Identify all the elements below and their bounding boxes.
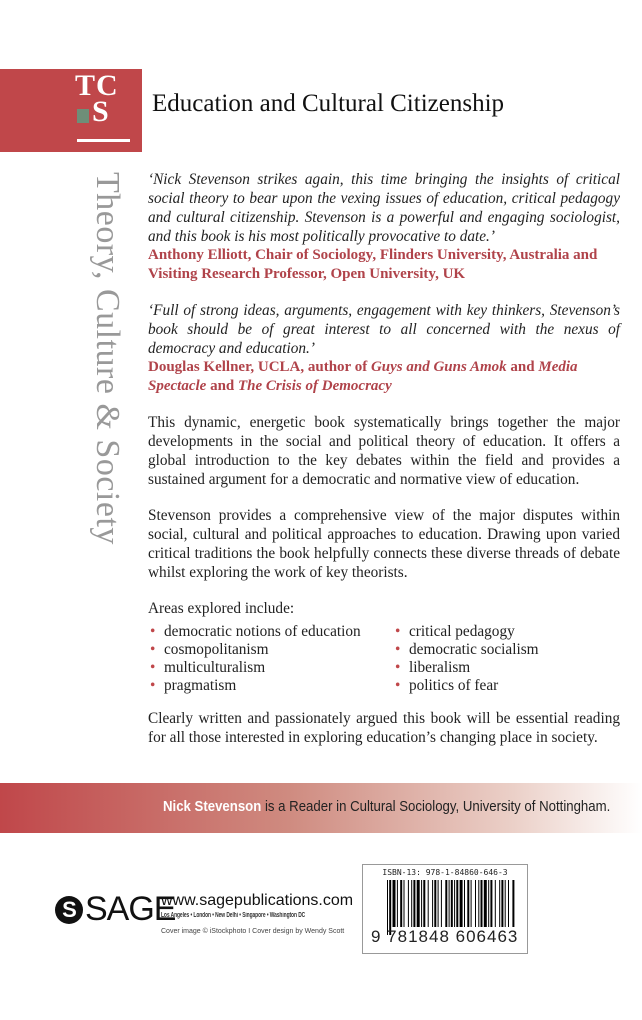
publisher-cities: Los Angeles • London • New Delhi • Singapore • Washington DC (161, 912, 306, 919)
list-item: • multiculturalism (148, 658, 393, 676)
tcs-logo (0, 69, 142, 152)
publisher-url: www.sagepublications.com (161, 892, 354, 909)
barcode-bar (467, 880, 469, 927)
logo-letters-tc: TC (75, 69, 119, 102)
barcode-bar (434, 880, 436, 927)
list-item: • democratic socialism (393, 640, 620, 658)
barcode-bar (428, 880, 429, 927)
barcode-bar (393, 880, 396, 927)
barcode-bar (421, 880, 422, 927)
barcode-bar (454, 880, 455, 927)
sage-logo (55, 890, 175, 929)
back-cover-text (148, 170, 620, 764)
barcode-bar (400, 880, 402, 927)
barcode-bar (445, 880, 447, 927)
endorsement-quote-2: ‘Full of strong ideas, arguments, engagement with key thinkers, Stevenson’s book should be of great interest to all concerned with the nexus of democracy and education.’ (148, 302, 620, 357)
list-item: • democratic notions of education (148, 622, 393, 640)
book-title-ref: Guys and Guns Amok (370, 359, 507, 375)
book-title: Education and Cultural Citizenship (152, 90, 505, 117)
description-paragraph-1: This dynamic, energetic book systematically brings together the major developments in the social and political theory of education. It offers a global introduction to the key debates within the field and provides a sustained argument for a democratic and normative view of education. (148, 414, 620, 488)
barcode-bar (417, 880, 420, 927)
barcode-bar (449, 880, 450, 927)
barcode-bar (456, 880, 458, 927)
attribution-text: and (206, 378, 238, 394)
isbn-text: ISBN-13: 978-1-84860-646-3 (382, 868, 508, 877)
barcode-bar (478, 880, 479, 927)
description-paragraph-2: Stevenson provides a comprehensive view of the major disputes within social, cultural and political approaches to education. Drawing upon varied critical traditions the book helpfully connects these diverse threads of debate whilst exploring the work of key theorists. (148, 507, 620, 581)
list-item: • liberalism (393, 658, 620, 676)
author-bio (163, 798, 610, 815)
isbn-barcode (362, 864, 528, 954)
areas-label: Areas explored include: (148, 600, 295, 617)
barcode-bar (508, 880, 509, 927)
barcode-bar (505, 880, 506, 927)
logo-square (77, 109, 89, 123)
attribution-text: and (506, 359, 539, 375)
series-name: Theory, Culture & Society (89, 172, 126, 545)
book-title-ref: Media Spectacle (148, 359, 578, 394)
barcode-bar (501, 880, 503, 927)
barcode-bar (404, 880, 405, 927)
list-item: • critical pedagogy (393, 622, 620, 640)
list-item: • pragmatism (148, 676, 393, 694)
barcode-bar (432, 880, 433, 927)
sage-s-icon: S (55, 896, 83, 924)
cover-credit: Cover image © iStockphoto I Cover design by Wendy Scott (161, 928, 345, 935)
barcode-bar (413, 880, 415, 927)
attribution-text: Douglas Kellner, UCLA, author of (148, 359, 371, 375)
logo-underline (77, 139, 130, 142)
barcode-bar (488, 880, 489, 927)
barcode-bar (495, 880, 496, 927)
closing-paragraph: Clearly written and passionately argued this book will be essential reading for all those interested in exploring education’s changing place in society. (148, 710, 620, 746)
barcode-bar (484, 880, 487, 927)
list-item: • politics of fear (393, 676, 620, 694)
barcode-bar (481, 880, 483, 927)
endorsement-attribution-1: Anthony Elliott, Chair of Sociology, Flinders University, Australia and Visiting Research Professor, Open University, UK (148, 247, 598, 282)
barcode-bar (441, 880, 442, 927)
barcode-bar (438, 880, 439, 927)
barcode-bar (499, 880, 500, 927)
barcode-bar (411, 880, 412, 927)
barcode-bar (423, 880, 425, 927)
barcode-bar (512, 880, 514, 927)
barcode-bar (460, 880, 463, 927)
author-bio-text: is a Reader in Cultural Sociology, University of Nottingham. (261, 798, 610, 815)
author-band (0, 783, 642, 833)
barcode-bar (490, 880, 492, 927)
endorsement-quote-1: ‘Nick Stevenson strikes again, this time bringing the insights of critical social theory to bear upon the vexing issues of education, critical pedagogy and cultural citizenship. Stevenson is a powerful and engaging sociologist, and this book is his most politically provocative to date.’ (148, 171, 620, 245)
publisher-name: SAGE (85, 890, 176, 928)
book-title-ref: The Crisis of Democracy (238, 378, 392, 394)
barcode-bar (408, 880, 409, 927)
list-item: • cosmopolitanism (148, 640, 393, 658)
barcode-bar (464, 880, 465, 927)
barcode-digits: 9 781848 606463 (371, 927, 519, 946)
endorsement-attribution-2 (148, 358, 620, 396)
areas-list (148, 622, 620, 694)
barcode-bar (451, 880, 453, 927)
barcode-bar (471, 880, 472, 927)
author-name: Nick Stevenson (162, 798, 262, 815)
barcode-bar (475, 880, 476, 927)
logo-letter-s: S (92, 95, 109, 128)
barcode-bar (397, 880, 398, 927)
